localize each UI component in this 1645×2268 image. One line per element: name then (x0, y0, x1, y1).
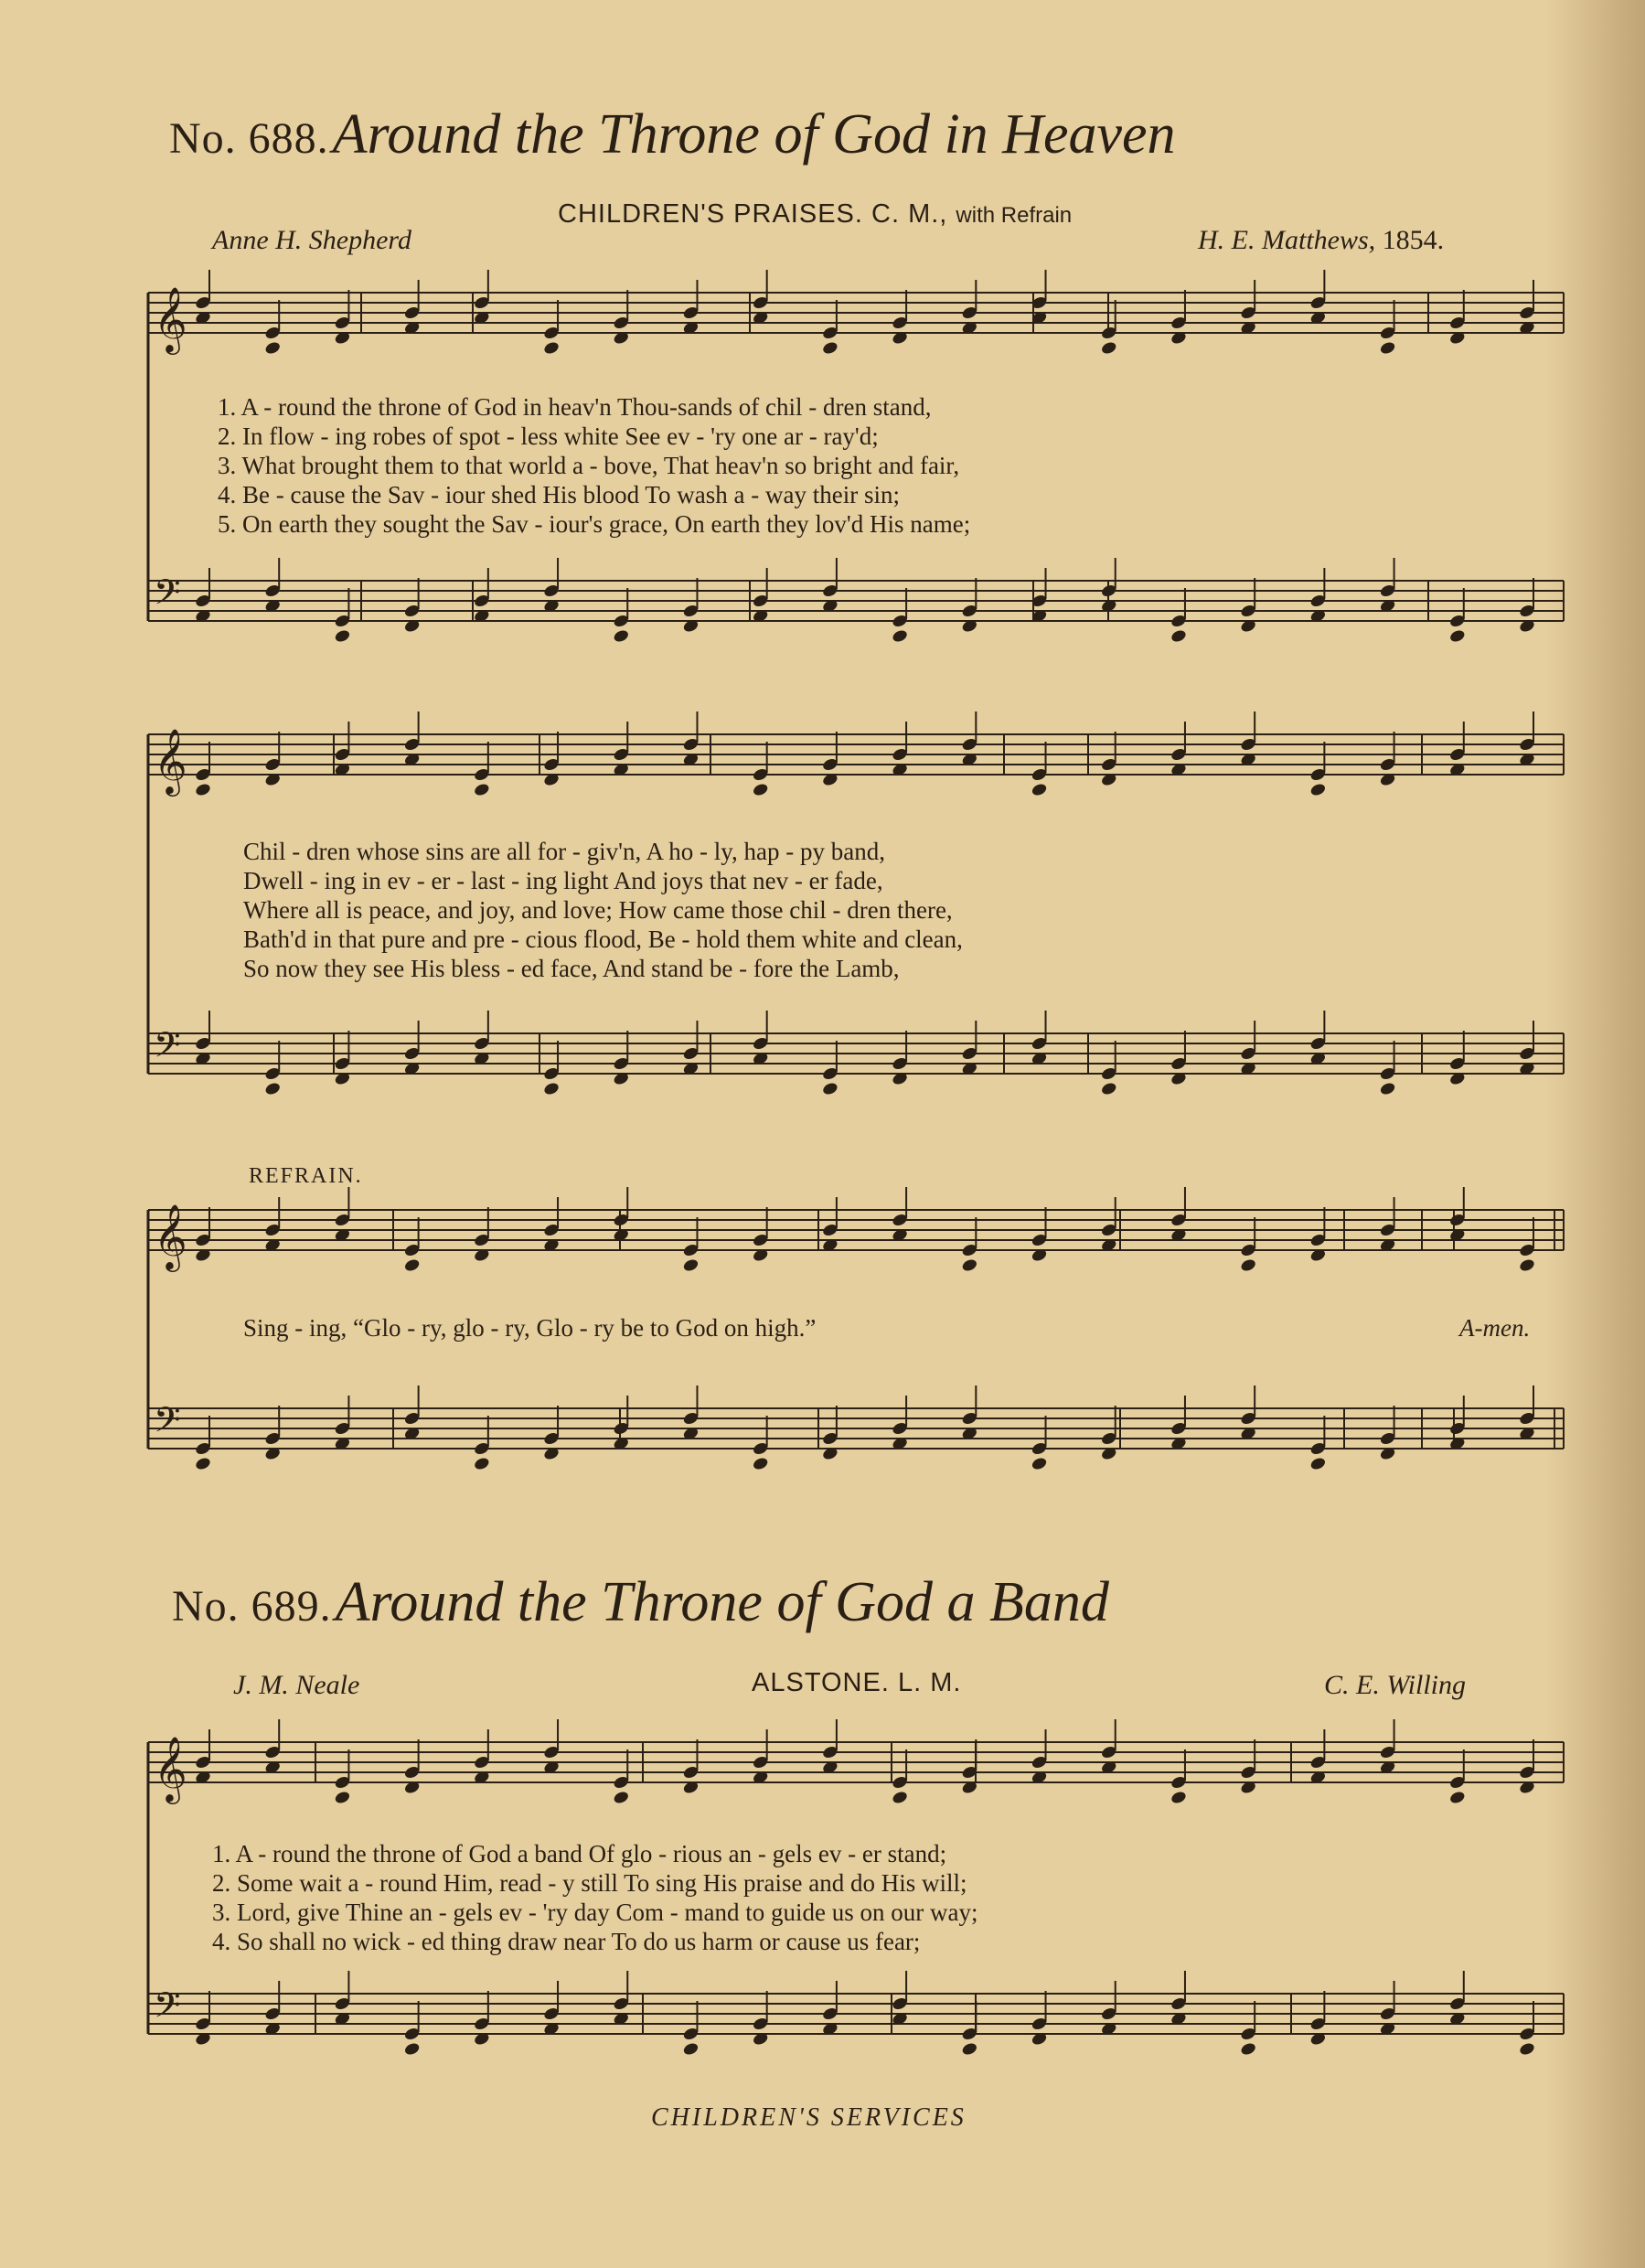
svg-text:𝄞: 𝄞 (154, 285, 187, 352)
page-spine-shadow (1544, 0, 1645, 2268)
svg-text:𝄢: 𝄢 (154, 1024, 181, 1074)
hymn-688-line-2-verse-1: Chil - dren whose sins are all for - giv'n, A ho - ly, hap - py band, (243, 838, 885, 865)
svg-text:𝄞: 𝄞 (154, 727, 187, 794)
hymn-688-line-1-verse-3: 3. What brought them to that world a - bove, That heav'n so bright and fair, (218, 452, 960, 479)
hymn-689-verse-3: 3. Lord, give Thine an - gels ev - 'ry day Com - mand to guide us on our way; (212, 1899, 978, 1926)
hymn-689-number: No. 689. (172, 1582, 332, 1631)
hymn-688-number: No. 688. (169, 114, 329, 163)
hymn-689-tune-name: ALSTONE. (752, 1668, 890, 1697)
page-footer: CHILDREN'S SERVICES (651, 2103, 967, 2132)
hymn-688-line-2-verse-4: Bath'd in that pure and pre - cious flood, Be - hold them white and clean, (243, 925, 963, 953)
hymn-689-composer: C. E. Willing (1324, 1670, 1467, 1700)
hymn-688-tune-name: CHILDREN'S PRAISES. (558, 199, 863, 229)
hymn-689-verse-4: 4. So shall no wick - ed thing draw near To do us harm or cause us fear; (212, 1928, 921, 1955)
hymn-689-author: J. M. Neale (233, 1670, 360, 1700)
hymn-689-meter: L. M. (897, 1668, 962, 1697)
svg-text:𝄞: 𝄞 (154, 1735, 187, 1802)
hymn-689-verse-1: 1. A - round the throne of God a band Of glo - rious an - gels ev - er stand; (212, 1840, 947, 1867)
hymn-688-composer: H. E. Matthews, (1198, 225, 1376, 255)
hymn-688-line-1-verse-1: 1. A - round the throne of God in heav'n Thou-sands of chil - dren stand, (218, 393, 932, 421)
hymn-688-line-1-verse-2: 2. In flow - ing robes of spot - less white See ev - 'ry one ar - ray'd; (218, 423, 879, 450)
amen-text: A-men. (1459, 1314, 1531, 1342)
svg-text:𝄢: 𝄢 (154, 1399, 181, 1449)
hymn-688-line-1-verse-5: 5. On earth they sought the Sav - iour's grace, On earth they lov'd His name; (218, 510, 971, 538)
hymn-688-line-2-verse-2: Dwell - ing in ev - er - last - ing light And joys that nev - er fade, (243, 867, 883, 894)
hymn-689-verse-2: 2. Some wait a - round Him, read - y still To sing His praise and do His will; (212, 1869, 967, 1897)
svg-text:𝄢: 𝄢 (154, 1984, 181, 2034)
hymn-688-meter-note: with Refrain (956, 203, 1073, 228)
hymn-688-line-1-verse-4: 4. Be - cause the Sav - iour shed His blood To wash a - way their sin; (218, 481, 900, 508)
svg-text:𝄞: 𝄞 (154, 1203, 187, 1269)
hymn-688-line-2-verse-5: So now they see His bless - ed face, And stand be - fore the Lamb, (243, 955, 900, 982)
hymn-688-line-2-verse-3: Where all is peace, and joy, and love; How came those chil - dren there, (243, 896, 953, 924)
refrain-lyrics: Sing - ing, “Glo - ry, glo - ry, Glo - ry be to God on high.” (243, 1314, 817, 1342)
hymn-688-name: Around the Throne of God in Heaven (332, 103, 1176, 166)
svg-text:𝄢: 𝄢 (154, 572, 181, 621)
hymn-688-meter: C. M., (871, 199, 948, 229)
hymn-689-name: Around the Throne of God a Band (335, 1571, 1109, 1633)
hymn-688-year: 1854. (1382, 225, 1445, 255)
refrain-label: REFRAIN. (249, 1164, 363, 1188)
hymn-688-author: Anne H. Shepherd (212, 225, 411, 255)
